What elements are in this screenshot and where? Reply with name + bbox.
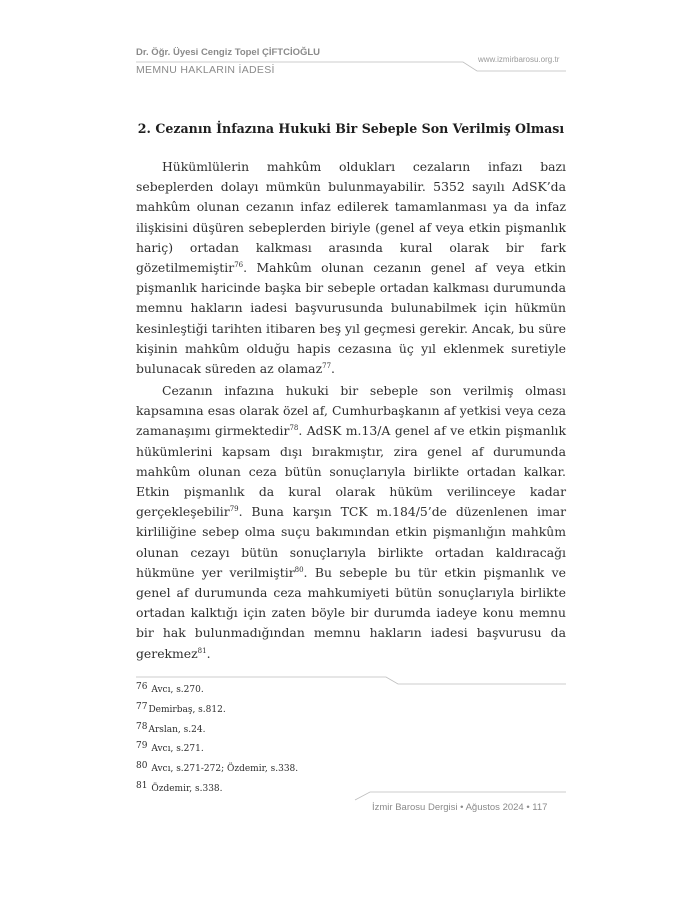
header-url[interactable]: www.izmirbarosu.org.tr: [478, 55, 560, 64]
footer-journal-info: İzmir Barosu Dergisi • Ağustos 2024 • 117: [372, 802, 548, 813]
footnote-text: Avcı, s.271-272; Özdemir, s.338.: [151, 764, 299, 775]
footnote-ref-80[interactable]: 80: [294, 565, 304, 574]
footnote-ref-79[interactable]: 79: [229, 505, 239, 514]
footnote-text: Arslan, s.24.: [148, 724, 206, 735]
footnote-text: Demirbaş, s.812.: [148, 704, 226, 715]
footnote-ref-81[interactable]: 81: [197, 646, 207, 655]
footnote-number: 81: [136, 780, 148, 791]
footnote-ref-76[interactable]: 76: [234, 261, 244, 270]
footnote-number: 77: [136, 701, 148, 712]
section-title: 2. Cezanın İnfazına Hukuki Bir Sebeple Son Verilmiş Olması: [137, 121, 565, 136]
body-paragraph-1: Hükümlülerin mahkûm oldukları cezaların infazı bazı sebeplerden dolayı mümkün bulunmayabilir. 5352 sayılı AdSK’da mahkûm olunan cezanın infaz edilerek tamamlanması ya da infaz ilişkisini düşüren sebeplerden biriyle (genel af veya etkin pişmanlık hariç) ortadan kalkması arasında kural olarak bir fark gözetilmemiştir$^{76}$. Mahkûm olunan cezanın genel af veya etkin pişmanlık haricinde başka bir sebeple ortadan kalkması durumunda memnu hakların iadesi başvurusunda bulunabilmek için hükmün kesinleştiği tarihten itibaren beş yıl geçmesi gerekir. Ancak, bu süre kişinin mahkûm olduğu hapis cezasına üç yıl eklenmek suretiyle bulunacak süreden az olamaz$^{77}$.: [136, 159, 566, 377]
footnote-text: Özdemir, s.338.: [151, 783, 223, 794]
footnote-number: 76: [136, 682, 148, 692]
footnote-text: Avcı, s.270.: [151, 685, 204, 695]
header-subtitle: MEMNU HAKLARIN İADESİ: [136, 64, 275, 76]
footnote-number: 80: [136, 761, 148, 772]
footnote-ref-77[interactable]: 77: [322, 362, 332, 371]
header-author: Dr. Öğr. Üyesi Cengiz Topel ÇİFTCİOĞLU: [136, 47, 321, 58]
body-paragraph-2: Cezanın infazına hukuki bir sebeple son verilmiş olması kapsamına esas olarak özel af, Cumhurbaşkanın af yetkisi veya ceza zamanaşımı girmektedir$^{78}$. AdSK m.13/A genel af ve etkin pişmanlık hükümlerini kapsam dışı bırakmıştır, zira genel af durumunda mahkûm olunan ceza bütün sonuçlarıyla birlikte ortadan kalkar. Etkin pişmanlık da kural olarak hüküm verilinceye kadar gerçekleşebilir$^{79}$. Buna karşın TCK m.184/5’de düzenlenen imar kirliliğine sebep olma suçu bakımından etkin pişmanlığın mahkûm olunan cezayı bütün sonuçlarıyla birlikte ortadan kaldıracağı hükmüne yer verilmiştir$^{80}$. Bu sebeple bu tür etkin pişmanlık ve genel af durumunda ceza mahkumiyeti bütün sonuçlarıyla birlikte ortadan kalktığı için zaten böyle bir durumda iadeye konu memnu bir hak bulunmadığından memnu hakların iadesi başvurusu da gerekmez$^{81}$.: [136, 383, 566, 661]
footnote-number: 78: [136, 721, 148, 732]
footnote-ref-78[interactable]: 78: [289, 424, 299, 433]
footnote-text: Avcı, s.271.: [151, 744, 204, 755]
footnote-number: 79: [136, 741, 148, 752]
